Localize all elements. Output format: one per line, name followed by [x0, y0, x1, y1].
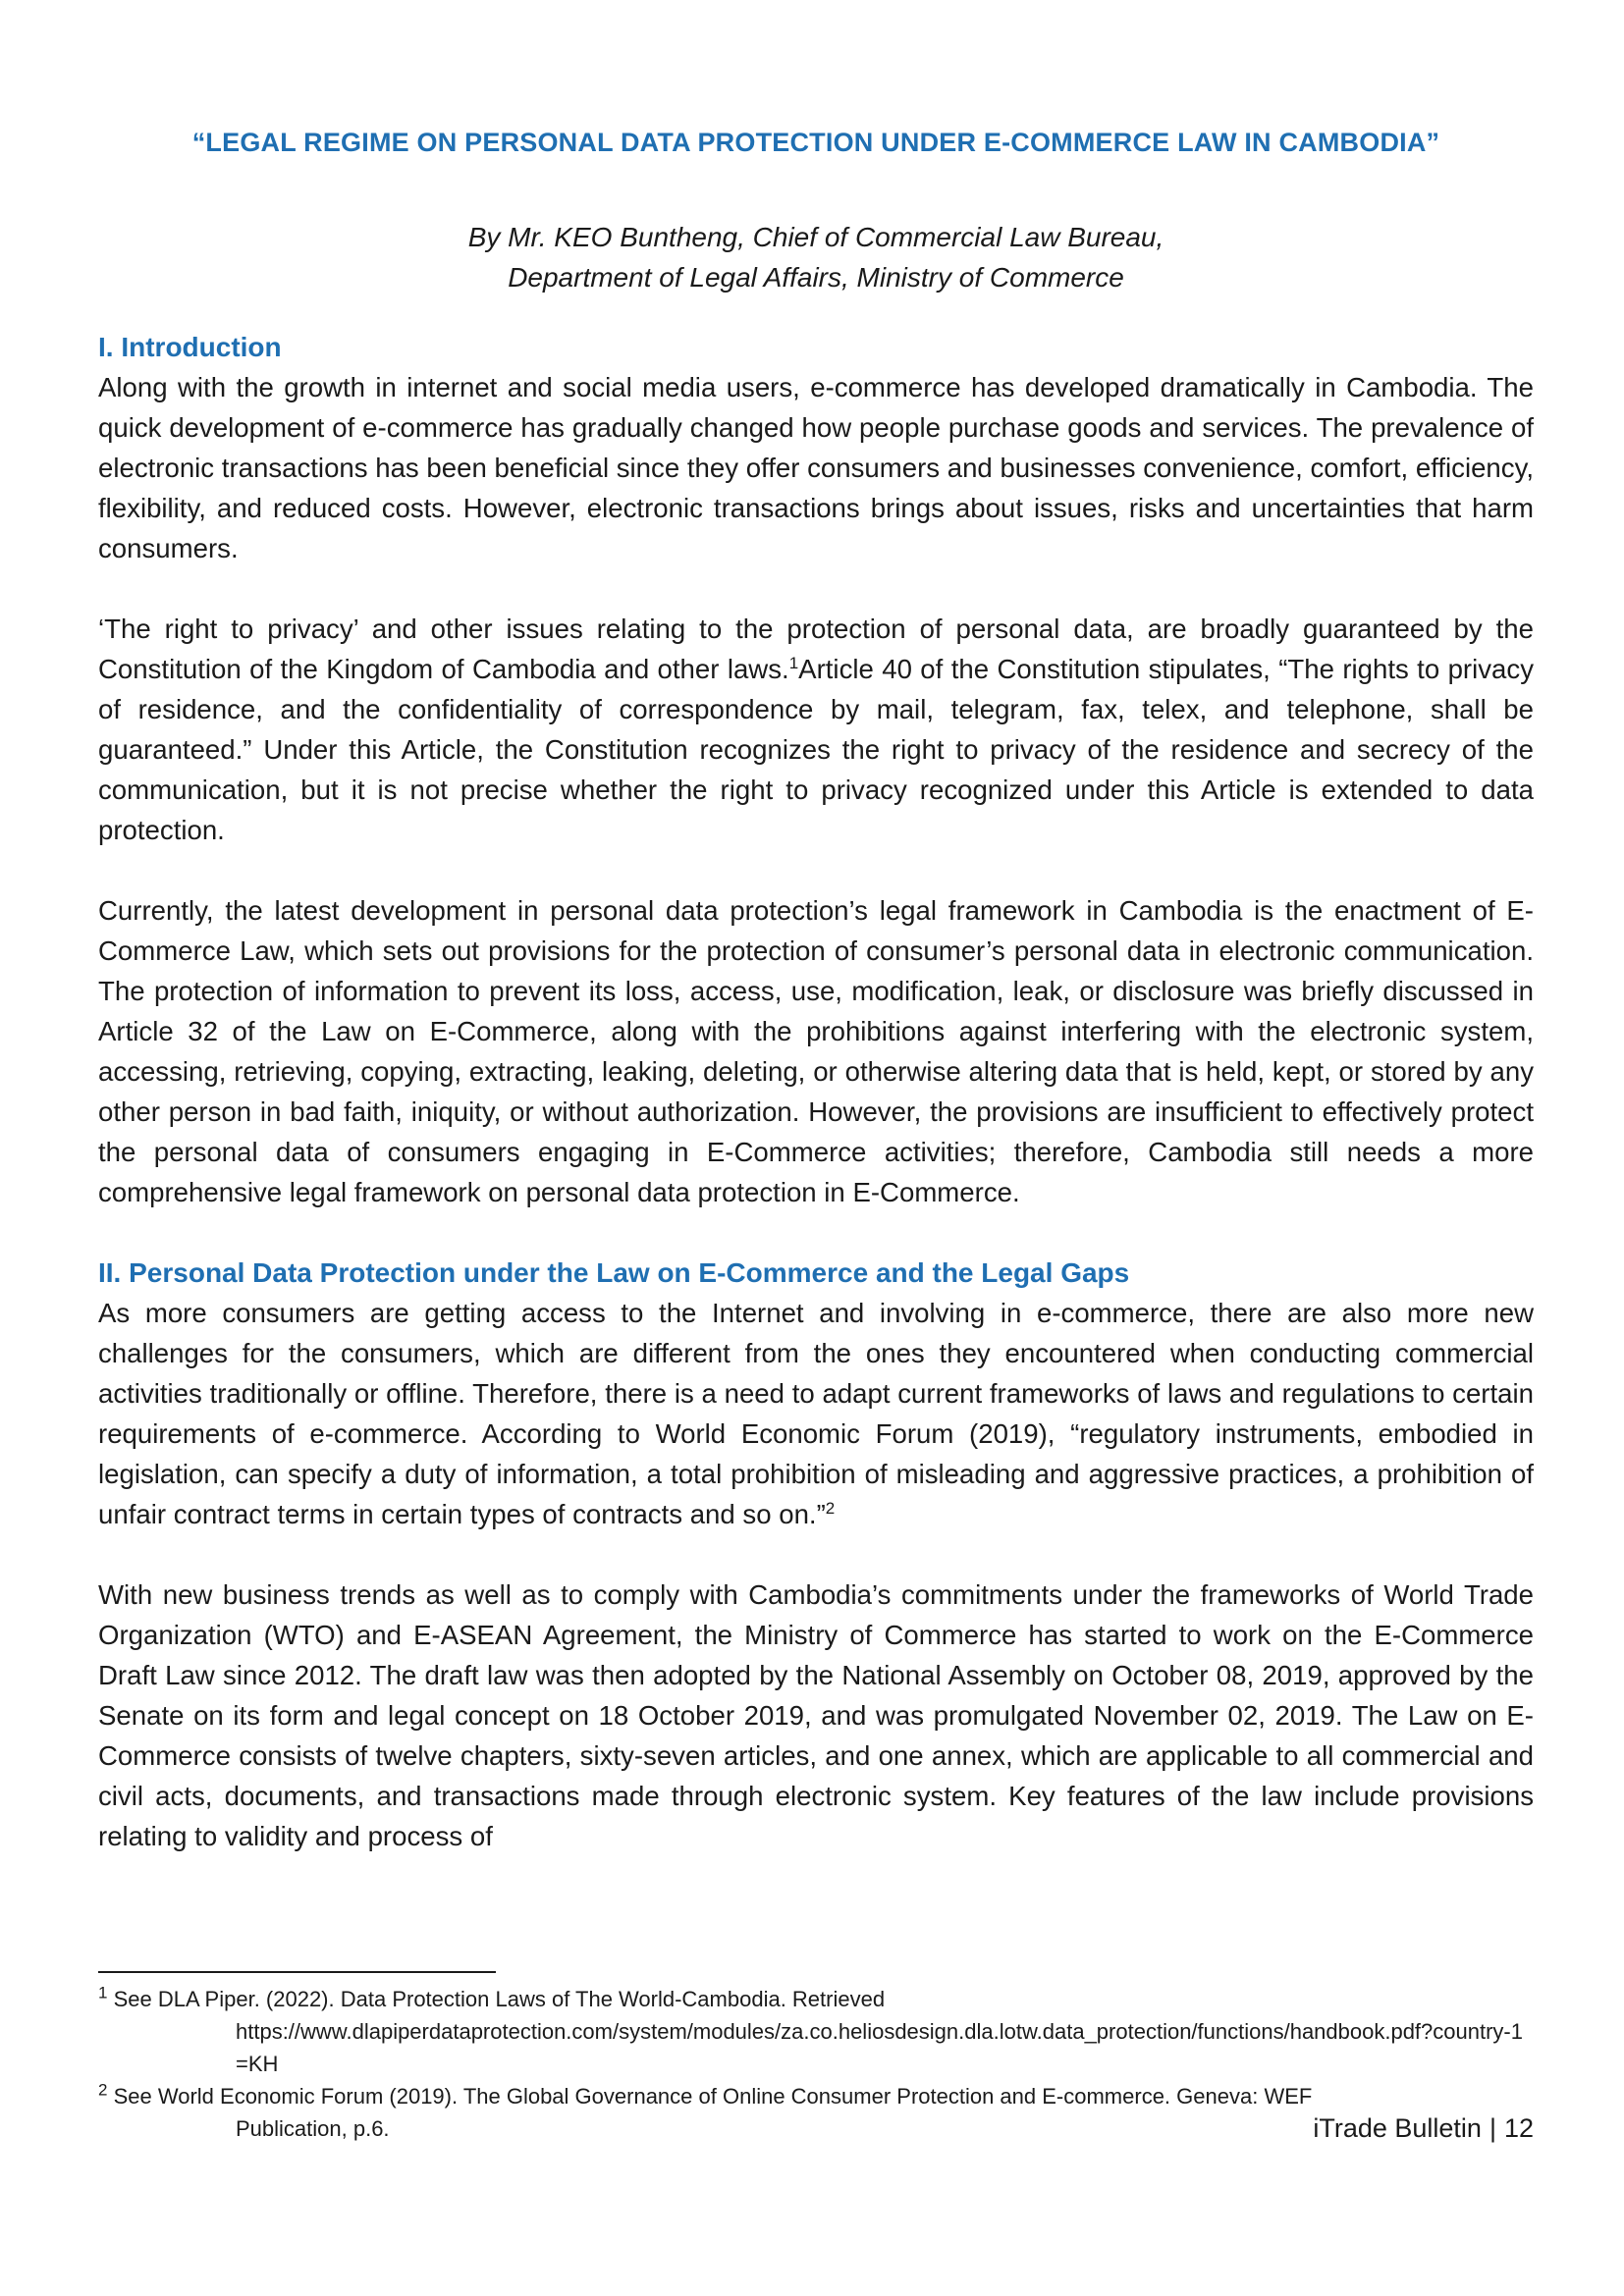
footnote-1-number: 1 — [98, 1983, 108, 2002]
author-byline — [98, 217, 1534, 297]
footnote-2-text: See World Economic Forum (2019). The Global Governance of Online Consumer Protection and E-commerce. Geneva: WEF — [113, 2084, 1313, 2109]
intro-paragraph-2 — [98, 609, 1534, 850]
footer-separator: | — [1489, 2113, 1496, 2143]
legal-gaps-paragraph-2: With new business trends as well as to comply with Cambodia’s commitments under the frameworks of World Trade Organization (WTO) and E-ASEAN Agreement, the Ministry of Commerce has started to work on the E-Commerce Draft Law since 2012. The draft law was then adopted by the National Assembly on October 08, 2019, approved by the Senate on its form and legal concept on 18 October 2019, and was promulgated November 02, 2019. The Law on E-Commerce consists of twelve chapters, sixty-seven articles, and one annex, which are applicable to all commercial and civil acts, documents, and transactions made through electronic system. Key features of the law include provisions relating to validity and process of — [98, 1579, 1534, 1851]
section-heading-legal-gaps: II. Personal Data Protection under the Law on E-Commerce and the Legal Gaps — [98, 1257, 1130, 1288]
footnote-2-continuation: Publication, p.6. — [236, 2116, 390, 2141]
publication-name: iTrade Bulletin — [1313, 2113, 1482, 2143]
section-heading-introduction: I. Introduction — [98, 332, 282, 362]
footnote-divider — [98, 1971, 496, 1973]
intro-paragraph-2-part-a: ‘The right to privacy’ and other issues relating to the protection of personal data, are broadly guaranteed by the Constitution of the Kingdom of Cambodia and other laws. — [98, 614, 1534, 684]
intro-paragraph-3: Currently, the latest development in personal data protection’s legal framework in Cambodia is the enactment of E-Commerce Law, which sets out provisions for the protection of consumer’s personal data in electronic communication. The protection of information to prevent its loss, access, use, modification, leak, or disclosure was briefly discussed in Article 32 of the Law on E-Commerce, along with the prohibitions against interfering with the electronic system, accessing, retrieving, copying, extracting, leaking, deleting, or otherwise altering data that is held, kept, or stored by any other person in bad faith, iniquity, or without authorization. However, the provisions are insufficient to effectively protect the personal data of consumers engaging in E-Commerce activities; therefore, Cambodia still needs a more comprehensive legal framework on personal data protection in E-Commerce. — [98, 895, 1534, 1207]
byline-line-1: By Mr. KEO Buntheng, Chief of Commercial Law Bureau, — [467, 222, 1164, 252]
footnote-ref-1[interactable]: 1 — [788, 653, 799, 672]
footnote-1-text: See DLA Piper. (2022). Data Protection Laws of The World-Cambodia. Retrieved — [113, 1987, 886, 2011]
footnote-2-number: 2 — [98, 2080, 108, 2100]
intro-paragraph-1: Along with the growth in internet and social media users, e-commerce has developed dramatically in Cambodia. The quick development of e-commerce has gradually changed how people purchase goods and services. The prevalence of electronic transactions has been beneficial since they offer consumers and businesses convenience, comfort, efficiency, flexibility, and reduced costs. However, electronic transactions brings about issues, risks and uncertainties that harm consumers. — [98, 372, 1534, 563]
byline-line-2: Department of Legal Affairs, Ministry of Commerce — [508, 262, 1124, 293]
article-body — [98, 128, 1534, 1856]
page-footer — [1313, 2113, 1534, 2144]
article-title: “LEGAL REGIME ON PERSONAL DATA PROTECTION UNDER E-COMMERCE LAW IN CAMBODIA” — [191, 128, 1440, 157]
page-number: 12 — [1503, 2113, 1534, 2143]
footnote-1-link[interactable]: https://www.dlapiperdataprotection.com/system/modules/za.co.heliosdesign.dla.lotw.data_protection/functions/handbook.pdf?country-1=KH — [236, 2019, 1523, 2076]
legal-gaps-paragraph-1 — [98, 1293, 1534, 1534]
legal-gaps-paragraph-1-text: As more consumers are getting access to the Internet and involving in e-commerce, there are also more new challenges for the consumers, which are different from the ones they encountered when conducting commercial activities traditionally or offline. Therefore, there is a need to adapt current frameworks of laws and regulations to certain requirements of e-commerce. According to World Economic Forum (2019), “regulatory instruments, embodied in legislation, can specify a duty of information, a total prohibition of misleading and aggressive practices, a prohibition of unfair contract terms in certain types of contracts and so on.” — [98, 1298, 1534, 1529]
intro-paragraph-2-part-b: Article 40 of the Constitution stipulates, “The rights to privacy of residence, and the confidentiality of correspondence by mail, telegram, fax, telex, and telephone, shall be guaranteed.” Under this Article, the Constitution recognizes the right to privacy of the residence and secrecy of the communication, but it is not precise whether the right to privacy recognized under this Article is extended to data protection. — [98, 654, 1534, 845]
footnote-1 — [98, 1983, 1534, 2080]
footnote-ref-2[interactable]: 2 — [825, 1498, 836, 1518]
